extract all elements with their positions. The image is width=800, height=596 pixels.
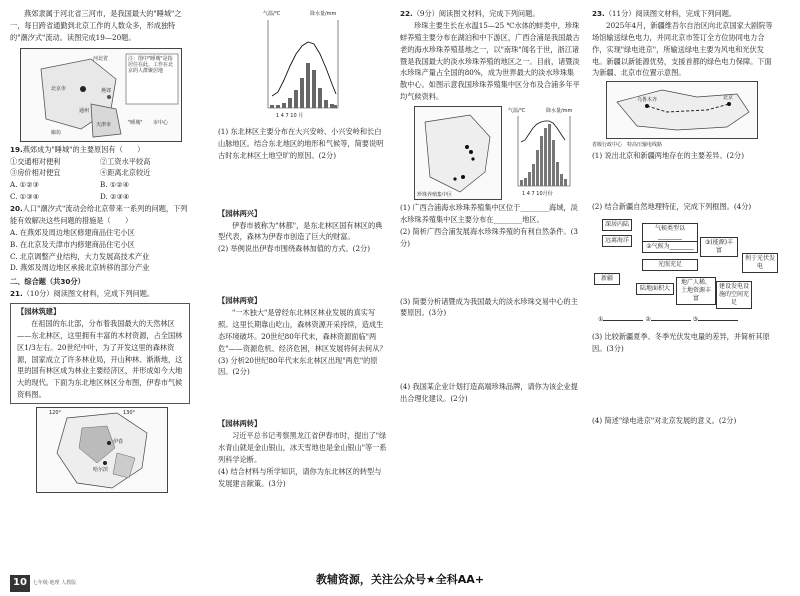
answer-space-23-1[interactable] xyxy=(592,161,778,201)
column-2 xyxy=(218,8,388,490)
q19-option-c[interactable]: C. ①③④ xyxy=(10,192,40,202)
map2-yichun: 伊春 xyxy=(113,439,124,445)
q21-1: (1) 东北林区主要分布在大兴安岭、小兴安岭和长白山脉地区。结合东北地区的地形和气候等，简要说明古时东北林区土地空旷的原因。(2分) xyxy=(218,127,384,160)
q20-stem: 人口"潮汐式"流动会给北京带来一系列的问题，下列能有效解决这些问题的措施是（ ） xyxy=(10,204,188,225)
pearl-map-frame xyxy=(414,106,502,200)
material-box-3 xyxy=(218,295,388,354)
hepu-chart-precip: 降水量/mm xyxy=(546,108,573,114)
material-box-3-title: 【园林两衰】 xyxy=(218,296,262,306)
footer-text: 教辅资源，关注公众号★全科AA+ xyxy=(315,573,485,586)
q20-option-d[interactable]: D. 燕郊及周边地区承接北京转移的部分产业 xyxy=(10,263,150,273)
flow-deep-inland: 深居内陆 xyxy=(602,219,632,231)
label-tongzhou: 通州 xyxy=(79,107,90,114)
flow-solar: 利于光伏发电 xyxy=(742,253,778,273)
flow-climate-type: 气候类型以________ xyxy=(642,223,698,243)
legend-center: 市中心 xyxy=(153,119,169,126)
section-heading: 二、综合题（共30分） xyxy=(10,277,85,287)
flow-large-area: 陆地面积大 xyxy=(636,283,674,295)
q20-option-b[interactable]: B. 在北京及天津市内修建商品住宅小区 xyxy=(10,239,135,249)
yanjiao-map-frame xyxy=(20,48,182,142)
pearl-map-svg xyxy=(415,107,501,199)
material-box-2 xyxy=(218,208,388,244)
flow-climate-2: ②气候为________ xyxy=(642,241,698,253)
q22-3: (3) 简要分析诸暨成为我国最大的淡水珍珠交易中心的主要原因。(3分) xyxy=(400,296,578,318)
hepu-chart-months: 1 4 7 10月份 xyxy=(522,191,553,197)
q19-stem: 燕郊成为"睡城"的主要原因有（ ） xyxy=(22,144,145,154)
material-box-2-title: 【园林两兴】 xyxy=(218,208,262,218)
flow-blank-1-line[interactable] xyxy=(603,313,643,321)
material-box-1-text: 在祖国的东北部，分布着我国最大的天然林区——东北林区，这里拥有丰富的木材资源，占全国林区1/3左右。20世纪中叶，为了开发这里的森林资源，国家成立了许多林业局，开山种林、渐渐地，这里的国有林区成为林业主要经济区，并形成如今大地大的现代。下面为东北地区林区分布图，伊春市气候资料图。 xyxy=(17,318,183,400)
label-beijing-xj: 北京 xyxy=(723,95,734,102)
xj-map-svg xyxy=(607,82,757,138)
flow-blank-2: ② xyxy=(645,316,651,324)
q22-2: (2) 简析广西合浦发展海水珍珠养殖的有利自然条件。(3分) xyxy=(400,226,578,248)
legend-note: 注：图中"睡城"是指居住在此、工作在北京的人群聚居地 xyxy=(128,55,174,74)
q19-option-d[interactable]: D. ②③④ xyxy=(100,192,130,202)
xj-map-frame xyxy=(606,81,758,139)
flow-space: 建设发电设施的空间充足 xyxy=(716,281,752,308)
hepu-chart-svg xyxy=(508,106,578,198)
flow-root: 新疆 xyxy=(594,273,620,285)
label-yanjiao: 燕郊 xyxy=(101,87,112,94)
q21-stem: （10分）阅读图文材料，完成下列问题。 xyxy=(22,289,155,299)
q19-option-a[interactable]: A. ①②③ xyxy=(10,180,40,190)
material-box-2-text: 伊春市被称为"林都"，是东北林区国有林区的典型代表，森林为伊春市创造了巨大的财富。 xyxy=(218,220,383,242)
page-tag: 七年级·地理 人教版 xyxy=(32,579,77,586)
material-box-1 xyxy=(10,303,190,404)
pearl-figure xyxy=(400,106,580,202)
label-langfang: 廊坊 xyxy=(51,129,62,136)
intro-text: 燕郊隶属于河北省三河市，是我国最大的"睡城"之一，每日跨省通勤到北京工作的人数众多，形成独特的"潮汐式"流动。读图完成19—20题。 xyxy=(10,9,182,42)
flow-blanks xyxy=(598,313,778,324)
column-4 xyxy=(592,8,778,427)
answer-space-21-2[interactable] xyxy=(218,255,388,293)
yichun-climate-chart xyxy=(218,8,388,126)
map2-lon-120: 120° xyxy=(49,410,62,416)
q21-4: (4) 结合材料与所学知识，请你为东北林区的转型与发展建言献策。(3分) xyxy=(218,466,382,488)
column-1 xyxy=(10,8,190,493)
northeast-map xyxy=(10,407,190,493)
q19-item-4: ④距离北京较近 xyxy=(100,168,151,178)
material-box-4-title: 【园林两转】 xyxy=(218,419,262,429)
flow-sunshine: 光照充足 xyxy=(642,259,698,271)
flow-energy: ③(能源)丰富 xyxy=(700,237,738,257)
pearl-map-note: 珍珠养殖集中区 xyxy=(417,192,453,198)
northeast-map-svg xyxy=(37,408,167,492)
map2-lon-130: 130° xyxy=(123,410,136,416)
xj-map-legend: 省级行政中心 特高压输电线路 xyxy=(592,142,663,149)
q20-number: 20. xyxy=(10,204,23,213)
q20-option-a[interactable]: A. 在燕郊及周边地区修建商品住宅小区 xyxy=(10,227,135,237)
column-3 xyxy=(400,8,580,405)
chart-temp-label: 气温/℃ xyxy=(263,11,281,17)
flow-blank-1: ① xyxy=(598,316,604,324)
answer-space-21-3[interactable] xyxy=(218,378,388,416)
q23-3: (3) 比较新疆夏季、冬季光伏发电量的差异，并简析其原因。(3分) xyxy=(592,332,770,354)
legend-city: "睡城" xyxy=(128,119,143,126)
material-box-4-text: 习近平总书记考察黑龙江省伊春市时，提出了"绿水青山就是金山银山，冰天雪地也是金山银山"等一系列科学论断。 xyxy=(218,431,387,464)
q22-number: 22. xyxy=(400,9,413,18)
flow-blank-2-line[interactable] xyxy=(651,313,691,321)
label-urumqi: 乌鲁木齐 xyxy=(637,97,658,104)
material-box-1-title: 【园林筑建】 xyxy=(17,307,61,316)
answer-space-23-3[interactable] xyxy=(592,355,778,415)
q19-number: 19. xyxy=(10,144,23,154)
label-hebei: 河北省 xyxy=(93,55,109,62)
answer-space-22-2[interactable] xyxy=(400,250,580,296)
map2-harbin: 哈尔滨 xyxy=(93,467,109,473)
q20-option-c[interactable]: C. 北京调整产业结构，大力发展高技术产业 xyxy=(10,251,150,261)
northeast-map-frame xyxy=(36,407,168,493)
q23-stem: （11分）阅读图文材料，完成下列问题。 xyxy=(604,9,737,18)
flow-diagram xyxy=(592,213,778,331)
q22-material: 珍珠主要生长在水温15—25 ℃水体的蚌类中，珍珠蚌养殖主要分布在湖泊和中下游区，广西合浦是我国最古老的海水珍珠养殖基地之一，以"南珠"闻名于世，浙江诸暨是我国最大的淡水珍珠养殖的地区之一。目前，诸暨淡水珍珠产量占全国的80%，成为世界最大的淡水珍珠集散中心。如图示意我国珍珠养殖集中区分布及合浦多年平均气候资料。 xyxy=(400,20,580,102)
q21-2: (2) 举例说出伊春市围绕森林加值的方式。(2分) xyxy=(218,244,371,254)
label-beijing: 北京市 xyxy=(51,85,67,92)
answer-space-22-3[interactable] xyxy=(400,319,580,381)
q23-2: (2) 结合新疆自然地理特征，完成下列框图。(4分) xyxy=(592,202,752,212)
answer-space-21-1[interactable] xyxy=(218,162,388,206)
q21-3: (3) 分析20世纪80年代末东北林区出现"两危"的原因。(2分) xyxy=(218,355,378,377)
q23-1: (1) 说出北京和新疆两地存在的主要差异。(2分) xyxy=(592,150,745,160)
q22-1: (1) 广西合浦海水珍珠养殖集中区位于________海域，淡水珍珠养殖集中区主要分布在________地区。 xyxy=(400,203,578,224)
yanjiao-map xyxy=(10,44,190,144)
q23-4: (4) 简述"绿电进京"对北京发展的意义。(2分) xyxy=(592,416,737,425)
xinjiang-beijing-map xyxy=(592,79,778,141)
label-tianjin: 天津市 xyxy=(96,121,112,128)
yichun-chart-svg xyxy=(248,8,418,126)
q19-item-2: ②工资水平较高 xyxy=(100,156,151,166)
flow-land-resource: 地广人稀，土地资源丰富 xyxy=(676,277,716,304)
chart-precip-label: 降水量/mm xyxy=(310,11,337,17)
q19-option-b[interactable]: B. ①②④ xyxy=(100,180,130,190)
q19-items xyxy=(10,156,190,180)
material-box-3-text: "一木独大"是曾经东北林区林业发展的真实写照。这里长期靠山吃山，森林资源开采持续，造成生态环境破坏。20世纪80年代末，森林资源面临"两危"——资源危机、经济危困，林区发展将何去何从？ xyxy=(218,308,387,353)
q19-item-1: ①交通相对便利 xyxy=(10,156,61,166)
q23-material: 2025年4月，新疆维吾尔自治区向北京国家大剧院等场馆输送绿色电力，并同北京市签订全方位协同电力合作，实现"绿电进京"，所输送绿电主要为风电和光伏发电。新疆以新能源优势，支援首都的绿色电力保障。下面为新疆、北京市位置示意图。 xyxy=(592,20,773,78)
flow-blank-3-line[interactable] xyxy=(698,313,738,321)
q22-4: (4) 我国某企业计划打造高端珍珠品牌，请你为该企业提出合理化建议。(2分) xyxy=(400,382,578,404)
page-number: 10 xyxy=(10,575,30,592)
hepu-chart-temp: 气温/℃ xyxy=(508,108,526,114)
flow-blank-3: ③ xyxy=(692,316,699,324)
q22-stem: （9分）阅读图文材料，完成下列问题。 xyxy=(412,9,540,18)
flow-far-sea: 远离海洋 xyxy=(602,235,632,247)
q23-number: 23. xyxy=(592,9,605,18)
q21-number: 21. xyxy=(10,289,23,299)
q19-item-3: ③房价相对便宜 xyxy=(10,168,61,178)
q19-options xyxy=(10,179,190,203)
chart-months-label: 1 4 7 10 月 xyxy=(276,113,304,119)
material-box-4 xyxy=(218,418,388,466)
